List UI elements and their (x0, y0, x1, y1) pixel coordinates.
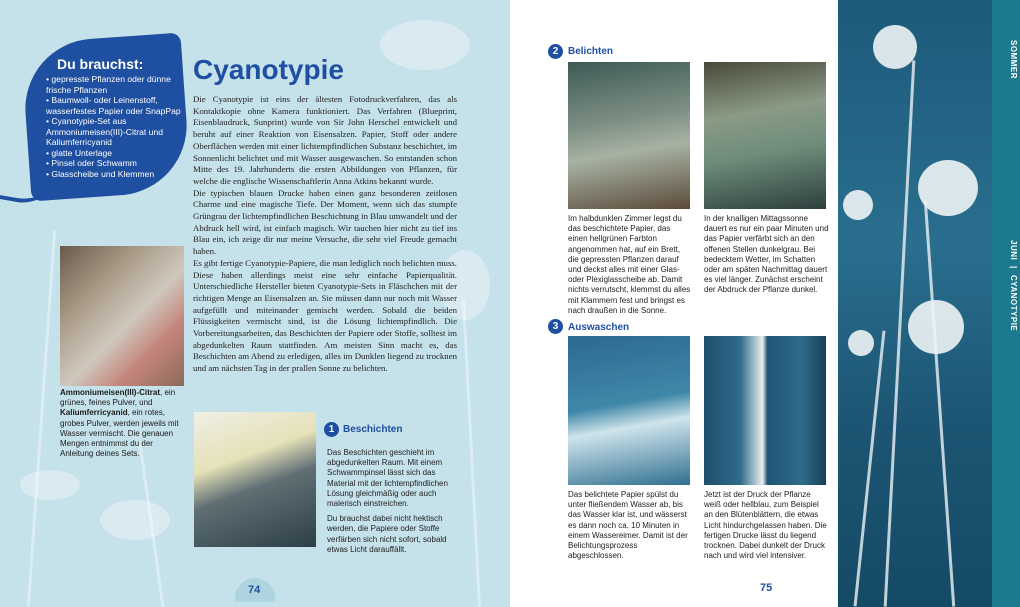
caption-text: , ein rotes, grobes Pulver, werden jeweils mit Wasser vermischt. Die genauen Mengen entnimmst du der Anleitung deines Sets. (60, 408, 179, 459)
step-text: Jetzt ist der Druck der Pflanze weiß oder hellblau, zum Beispiel an den Blütenblättern, die etwas Licht hindurchgelassen haben. Die fertigen Drucke lässt du liegend trocknen. Dabei dunkelt der Druck nach und wird viel intensiver. (704, 490, 827, 561)
materials-item: • Pinsel oder Schwamm (46, 158, 186, 169)
exposure-photo (568, 62, 690, 209)
page-title: Cyanotypie (193, 54, 344, 85)
intro-paragraph: Die typischen blauen Drucke haben einen ganz besonderen zeitlosen Charme und eine magische Tiefe. Der Moment, wenn sich das stumpfe Grüngrau der lichtempfindlichen Beschichtung in Blau umwandelt und der Abdruck hell wird, ist einfach magisch. Wir tauchen hier nicht zu tief ins Blau ein, ich zeige dir nur meine Versuche, die sehr viel Freude gemacht haben. (193, 187, 457, 257)
washing-photo (568, 336, 690, 485)
label-separator: | (1009, 266, 1018, 269)
step-text: In der knalligen Mittagssonne dauert es nur ein paar Minuten und das Papier verfärbt sich an den offenen Stellen dunkelgrau. Bei bedecktem Wetter, im Schatten oder am späten Nachmittag dauert es viel länger. Zunächst erscheint der Abdruck der Pflanze dunkel. (704, 214, 829, 295)
flower-head (908, 300, 964, 354)
intro-text (193, 94, 457, 375)
topic-name: CYANOTYPIE (1009, 274, 1018, 332)
caption-term: Ammoniumeisen(III)-Citrat (60, 388, 161, 397)
step-text (327, 448, 459, 560)
flower-stem (854, 331, 886, 607)
exposure-photo (704, 62, 826, 209)
materials-photo (60, 246, 184, 386)
step-number-badge: 3 (548, 319, 563, 334)
materials-item: • Baumwoll- oder Leinenstoff, wasserfestes Papier oder SnapPap (46, 95, 186, 116)
materials-item: • Glasscheibe und Klemmen (46, 169, 186, 180)
flower-head (918, 160, 978, 216)
page-number: 75 (760, 582, 773, 594)
cyanotype-print-photo (838, 0, 992, 607)
materials-caption (60, 388, 185, 459)
background-plant-stem (27, 230, 56, 606)
step-title: Beschichten (343, 424, 403, 435)
materials-item: • glatte Unterlage (46, 148, 186, 159)
background-leaf (380, 20, 470, 70)
step-title: Auswaschen (568, 322, 630, 333)
flower-head (848, 330, 874, 356)
step-number-badge: 1 (324, 422, 339, 437)
step-paragraph: Du brauchst dabei nicht hektisch werden, die Papiere oder Stoffe verfärben sich nicht sofort, sobald etwas Licht darauffällt. (327, 514, 447, 554)
month-label: JUNI (1009, 240, 1018, 261)
materials-item: • Cyanotypie-Set aus Ammoniumeisen(III)-Citrat und Kaliumferricyanid (46, 116, 186, 148)
intro-paragraph: Es gibt fertige Cyanotypie-Papiere, die man lediglich noch belichten muss. Diese haben allerdings meist eine sehr einfache Papierqualität. Unterschiedliche Hersteller bieten Cyanotypie-Sets in Fläschchen mit der richtigen Menge an Eisensalzen an. Sie müssen dann nur noch mit Wasser aufgefüllt und miteinander gemischt werden. Sobald die beiden Flüssigkeiten vermischt sind, ist die Lösung lichtempfindlich. Die Vorbereitungsarbeiten, das Beschichten der Papiere oder Stoffe, solltest im abgedunkelten Raum stattfinden. Am meisten Sinn macht es, das Beschichten am Abend zu erledigen, alles im Dunklen liegend zu trocknen und am nächsten Tag in der prallen Sonne zu belichten. (193, 257, 457, 374)
flower-head (843, 190, 873, 220)
washing-photo (704, 336, 826, 485)
topic-label (994, 240, 1018, 331)
coating-photo (194, 412, 316, 547)
step-paragraph: Das Beschichten geschieht im abgedunkelten Raum. Mit einem Schwammpinsel lässt sich das Material mit der lichtempfindlichen Lösung gleichmäßig oder auch malerisch einstreichen. (327, 448, 448, 509)
season-label: SOMMER (1009, 40, 1018, 79)
step-text: Im halbdunklen Zimmer legst du das beschichtete Papier, das einen hellgrünen Farbton angenommen hat, auf ein Brett, die gepressten Pflanzen darauf und deckst alles mit einer Glas- oder Plexiglasscheibe ab. Damit nichts verrutscht, klemmst du alles mit Klammern fest und bringst es nach draußen in die Sonne. (568, 214, 691, 315)
caption-text: , ein grünes, feines Pulver, und (60, 388, 176, 408)
materials-list (46, 74, 186, 179)
background-leaf (20, 470, 80, 500)
intro-paragraph: Die Cyanotypie ist eins der ältesten Fotodruckverfahren, das als Kontaktkopie ohne Kamera funktioniert. Das Verfahren (Blueprint, Eisenblaudruck, Sunprint) wurde von Sir John Herschel entwickelt und beruht auf einer Reaktion von Eisensalzen. Papier, Stoff oder andere Oberflächen werden mit einer lichtempfindlichen Substanz beschichtet, im Sonnenlicht belichtet und mit Wasser ausgewaschen. So entstanden schon Mitte des 19. Jahrhunderts die ersten Abbildungen von Pflanzen, für welche die englische Wissenschaftlerin Anna Atkins bekannt wurde. (193, 94, 457, 186)
caption-term: Kaliumferricyanid (60, 408, 128, 418)
step-title: Belichten (568, 46, 614, 57)
materials-item: • gepresste Pflanzen oder dünne frische Pflanzen (46, 74, 186, 95)
page-number: 74 (248, 584, 261, 596)
materials-title: Du brauchst: (57, 56, 144, 72)
background-leaf (100, 500, 170, 540)
step-text: Das belichtete Papier spülst du unter fließendem Wasser ab, bis das Wasser klar ist, und wässerst es dann noch ca. 10 Minuten in einem Wassereimer. Damit ist der Belichtungsprozess abgeschlossen. (568, 490, 688, 561)
step-number-badge: 2 (548, 44, 563, 59)
flower-stem (924, 200, 955, 606)
background-plant-stem (462, 300, 481, 607)
flower-head (873, 25, 917, 69)
